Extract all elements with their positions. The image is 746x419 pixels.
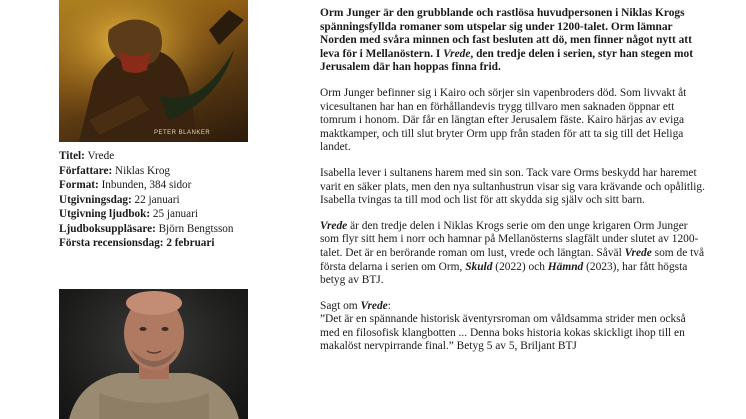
paragraph-1: Orm Junger befinner sig i Kairo och sörjer sin vapenbroders död. Som livvakt åt vicesultanen har han en förhållandevis trygg tillvaro men saknaden öppnar ett tomrum i honom. Där får en längtan efter Jerusalem fäste. Kairo härjas av eviga maktkamper, och till slut bryter Orm upp från staden för att ta sig till det Heliga landet.: [320, 86, 687, 154]
meta-title-value: Vrede: [87, 150, 115, 162]
lead-book-title: Vrede: [443, 47, 471, 60]
cover-signature: PETER BLANKER: [154, 130, 211, 136]
meta-audio-value: 25 januari: [152, 208, 198, 220]
quote-heading: [320, 300, 708, 314]
meta-review-row: [59, 236, 299, 251]
meta-audio-row: [59, 207, 299, 222]
lead-text-a: Orm Junger är den grubblande och rastlösa huvudpersonen i Niklas Krogs spänningsfyllda romaner som utspelar sig under 1200-talet. Orm lämnar Norden med svåra minnen och fast besluten att dö, men finner något nytt att leva för i Mellanöstern. I: [320, 7, 692, 60]
meta-review-value: 2 februari: [166, 237, 215, 249]
meta-author-label: Författare:: [59, 164, 113, 177]
article-body: [320, 7, 708, 354]
author-photo: [59, 289, 248, 419]
meta-title-label: Titel:: [59, 150, 85, 162]
book-metadata: [59, 149, 299, 251]
meta-release-row: [59, 193, 299, 208]
lead-text-b: , den tredje delen i serien, styr han stegen mot Jerusalem där han hoppas finna frid.: [320, 47, 694, 74]
p3-book-title-2: Vrede: [624, 246, 652, 259]
meta-format-row: [59, 178, 299, 193]
meta-format-value: Inbunden, 384 sidor: [101, 179, 192, 191]
meta-reader-row: [59, 222, 299, 237]
p3-book-title: Vrede: [320, 219, 348, 232]
review-quote: ”Det är en spännande historisk äventyrsroman om våldsamma strider men också med en filosofisk klangbotten ... Denna boks historia kokas skickligt ihop till en makalöst nervpirrande final.” Betyg 5 av 5, Briljant BTJ: [320, 313, 686, 353]
meta-release-value: 22 januari: [134, 193, 180, 206]
paragraph-2: Isabella lever i sultanens harem med sin son. Tack vare Orms beskydd har haremet varit en säker plats, men den nya sultanhustrun visar sig vara krävande och opålitlig. Isabella tvingas ta till mod och list för att skydda sig själv och sitt barn.: [320, 166, 705, 207]
quote-heading-colon: :: [387, 299, 391, 312]
quote-heading-text: Sagt om: [320, 299, 361, 312]
p3-text-c: (2022) och: [492, 260, 548, 273]
meta-author-value: Niklas Krog: [115, 164, 171, 177]
meta-reader-value: Björn Bengtsson: [158, 222, 234, 235]
meta-title-row: [59, 149, 299, 164]
book-cover-image: [59, 0, 248, 142]
meta-release-label: Utgivningsdag:: [59, 193, 132, 206]
meta-author-row: [59, 164, 299, 179]
meta-format-label: Format:: [59, 179, 99, 191]
p3-hamnd-title: Hämnd: [547, 260, 584, 273]
meta-reader-label: Ljudboksuppläsare:: [59, 222, 156, 235]
meta-review-label: Första recensionsdag:: [59, 237, 164, 249]
p3-text-d: (2023), har fått högsta betyg av BTJ.: [320, 260, 688, 287]
p3-text-a: är den tredje delen i Niklas Krogs serie om den unge krigaren Orm Junger som flyr sitt hem i norr och hamnar på Mellanösterns slagfält under slutet av 1200-talet. Det är en berörande roman om lust, vrede och längtan. Såväl: [320, 219, 699, 259]
p3-text-b: som de två första delarna i serien om Orm,: [320, 246, 705, 273]
p3-skuld-title: Skuld: [465, 260, 493, 273]
meta-audio-label: Utgivning ljudbok:: [59, 208, 151, 220]
lead-paragraph: [320, 7, 708, 75]
cover-artwork: [59, 0, 248, 142]
quote-heading-title: Vrede: [360, 299, 388, 312]
author-portrait: [59, 289, 248, 419]
paragraph-3: [320, 220, 708, 288]
